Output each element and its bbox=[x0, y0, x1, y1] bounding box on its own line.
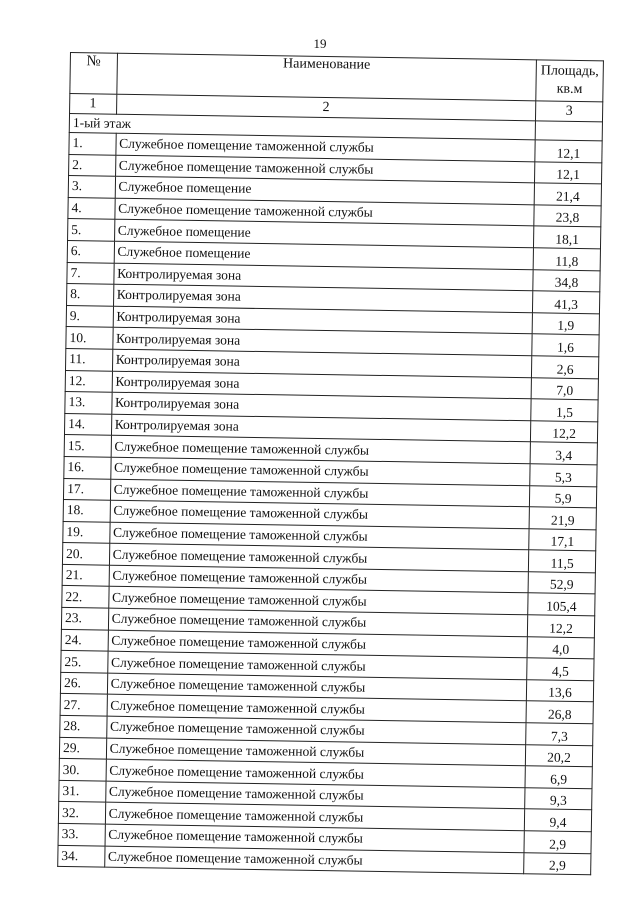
section-area-cell bbox=[535, 121, 602, 141]
row-name: Служебное помещение таможенной службы bbox=[114, 198, 534, 226]
row-name: Служебное помещение таможенной службы bbox=[109, 522, 529, 550]
row-name: Служебное помещение bbox=[114, 220, 534, 248]
row-area: 20,2 bbox=[525, 744, 592, 767]
row-name: Служебное помещение таможенной службы bbox=[105, 781, 525, 809]
row-name: Служебное помещение таможенной службы bbox=[110, 500, 530, 528]
row-name: Контролируемая зона bbox=[113, 263, 533, 291]
row-area: 2,9 bbox=[524, 831, 591, 854]
row-name: Служебное помещение таможенной службы bbox=[108, 587, 528, 615]
row-area: 7,3 bbox=[526, 723, 593, 746]
row-area: 6,9 bbox=[525, 766, 592, 789]
row-name: Служебное помещение таможенной службы bbox=[109, 543, 529, 571]
header-area-line2: кв.м bbox=[556, 81, 583, 98]
row-name: Служебное помещение таможенной службы bbox=[109, 565, 529, 593]
row-number: 32. bbox=[58, 802, 105, 824]
row-area: 9,4 bbox=[524, 809, 591, 832]
row-name: Служебное помещение bbox=[115, 176, 535, 204]
row-name: Контролируемая зона bbox=[111, 414, 531, 442]
row-area: 17,1 bbox=[529, 528, 596, 551]
row-area: 2,9 bbox=[524, 852, 591, 875]
row-number: 1. bbox=[69, 132, 116, 154]
row-area: 12,2 bbox=[531, 421, 598, 444]
row-number: 19. bbox=[63, 521, 110, 543]
row-area: 5,9 bbox=[530, 485, 597, 508]
row-name: Служебное помещение таможенной службы bbox=[108, 608, 528, 636]
row-area: 13,6 bbox=[526, 680, 593, 703]
row-number: 20. bbox=[62, 543, 109, 565]
row-name: Служебное помещение таможенной службы bbox=[105, 824, 525, 852]
row-area: 7,0 bbox=[531, 377, 598, 400]
row-number: 23. bbox=[61, 608, 108, 630]
row-number: 28. bbox=[60, 715, 107, 737]
row-number: 15. bbox=[64, 435, 111, 457]
row-area: 21,9 bbox=[529, 507, 596, 530]
row-number: 34. bbox=[58, 845, 105, 867]
row-area: 41,3 bbox=[533, 291, 600, 314]
row-number: 18. bbox=[63, 500, 110, 522]
row-number: 21. bbox=[62, 564, 109, 586]
row-area: 1,6 bbox=[532, 334, 599, 357]
row-number: 26. bbox=[60, 672, 107, 694]
row-number: 7. bbox=[67, 262, 114, 284]
column-index-area: 3 bbox=[536, 101, 603, 122]
row-name: Служебное помещение таможенной службы bbox=[108, 630, 528, 658]
row-area: 12,1 bbox=[535, 140, 602, 163]
row-number: 24. bbox=[61, 629, 108, 651]
row-name: Контролируемая зона bbox=[112, 349, 532, 377]
row-area: 11,8 bbox=[533, 248, 600, 271]
row-name: Контролируемая зона bbox=[113, 284, 533, 312]
row-name: Контролируемая зона bbox=[112, 328, 532, 356]
row-area: 3,4 bbox=[530, 442, 597, 465]
column-index-name: 2 bbox=[116, 94, 536, 121]
row-area: 12,2 bbox=[527, 615, 594, 638]
row-number: 31. bbox=[59, 780, 106, 802]
row-number: 13. bbox=[65, 392, 112, 414]
row-name: Служебное помещение таможенной службы bbox=[107, 651, 527, 679]
row-number: 14. bbox=[64, 413, 111, 435]
row-number: 5. bbox=[68, 219, 115, 241]
row-name: Служебное помещение таможенной службы bbox=[111, 436, 531, 464]
header-area-line1: Площадь, bbox=[540, 63, 599, 80]
row-area: 105,4 bbox=[528, 593, 595, 616]
row-number: 17. bbox=[63, 478, 110, 500]
row-area: 12,1 bbox=[535, 161, 602, 184]
row-name: Служебное помещение таможенной службы bbox=[115, 133, 535, 161]
row-number: 3. bbox=[68, 176, 115, 198]
page-number: 19 bbox=[313, 36, 327, 51]
section-label: 1-ый этаж bbox=[69, 114, 535, 140]
row-area: 4,0 bbox=[527, 636, 594, 659]
row-name: Служебное помещение таможенной службы bbox=[110, 479, 530, 507]
rooms-table bbox=[57, 52, 604, 875]
row-name: Служебное помещение таможенной службы bbox=[106, 759, 526, 787]
row-area: 2,6 bbox=[532, 356, 599, 379]
row-name: Контролируемая зона bbox=[112, 371, 532, 399]
row-area: 21,4 bbox=[534, 183, 601, 206]
row-area: 5,3 bbox=[530, 464, 597, 487]
row-number: 6. bbox=[67, 240, 114, 262]
column-index-num: 1 bbox=[70, 94, 117, 115]
row-name: Служебное помещение bbox=[114, 241, 534, 269]
row-number: 30. bbox=[59, 759, 106, 781]
header-area bbox=[536, 60, 604, 102]
row-number: 29. bbox=[59, 737, 106, 759]
row-area: 9,3 bbox=[525, 788, 592, 811]
row-name: Служебное помещение таможенной службы bbox=[115, 155, 535, 183]
row-area: 34,8 bbox=[533, 269, 600, 292]
header-number: № bbox=[70, 53, 117, 95]
row-area: 11,5 bbox=[529, 550, 596, 573]
row-number: 9. bbox=[66, 305, 113, 327]
row-name: Служебное помещение таможенной службы bbox=[110, 457, 530, 485]
header-name: Наименование bbox=[116, 53, 536, 101]
row-name: Служебное помещение таможенной службы bbox=[107, 695, 527, 723]
row-number: 16. bbox=[64, 456, 111, 478]
row-number: 2. bbox=[69, 154, 116, 176]
row-number: 27. bbox=[60, 694, 107, 716]
row-number: 33. bbox=[58, 823, 105, 845]
row-name: Служебное помещение таможенной службы bbox=[106, 738, 526, 766]
row-number: 25. bbox=[61, 651, 108, 673]
row-number: 4. bbox=[68, 197, 115, 219]
row-name: Служебное помещение таможенной службы bbox=[105, 803, 525, 831]
row-number: 10. bbox=[66, 327, 113, 349]
row-area: 1,9 bbox=[532, 313, 599, 336]
row-area: 4,5 bbox=[527, 658, 594, 681]
row-name: Контролируемая зона bbox=[113, 306, 533, 334]
row-name: Контролируемая зона bbox=[111, 392, 531, 420]
row-name: Служебное помещение таможенной службы bbox=[106, 716, 526, 744]
row-area: 52,9 bbox=[528, 572, 595, 595]
row-name: Служебное помещение таможенной службы bbox=[104, 846, 524, 874]
row-number: 11. bbox=[66, 348, 113, 370]
row-area: 23,8 bbox=[534, 205, 601, 228]
row-area: 18,1 bbox=[534, 226, 601, 249]
row-number: 8. bbox=[67, 284, 114, 306]
row-area: 1,5 bbox=[531, 399, 598, 422]
row-area: 26,8 bbox=[526, 701, 593, 724]
row-number: 12. bbox=[65, 370, 112, 392]
row-number: 22. bbox=[62, 586, 109, 608]
row-name: Служебное помещение таможенной службы bbox=[107, 673, 527, 701]
